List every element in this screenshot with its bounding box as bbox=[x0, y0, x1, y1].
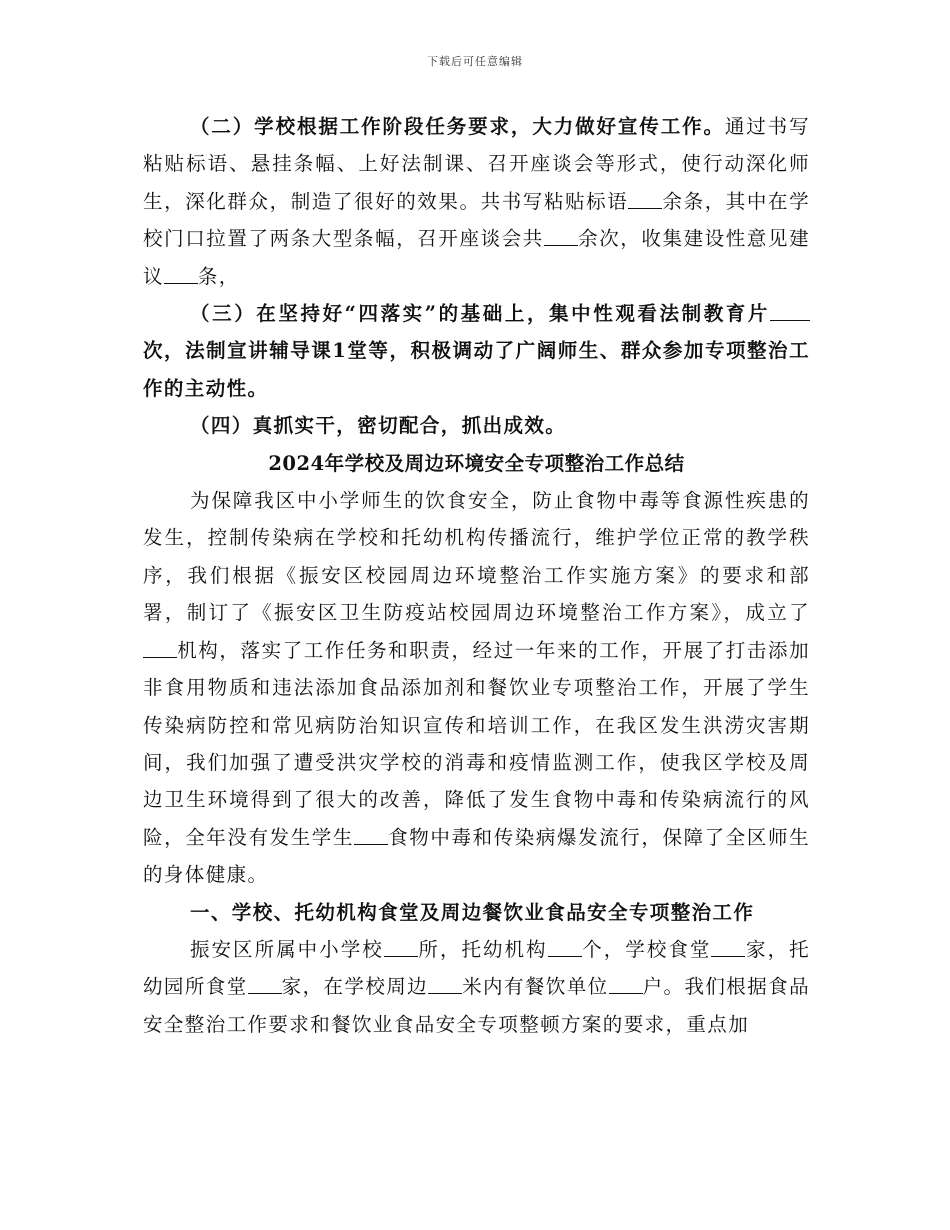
blank-line bbox=[548, 934, 582, 957]
section-1-text-4: 家，托幼园所食堂 bbox=[143, 937, 810, 999]
blank-line bbox=[628, 186, 662, 209]
blank-line bbox=[164, 261, 198, 284]
intro-text-2: 机构，落实了工作任务和职责，经过一年来的工作，开展了打击添加非食用物质和违法添加食品添加剂和餐饮业专项整治工作，开展了学生传染病防控和常见病防治知识宣传和培训工作，在我区发生洪涝灾害期间，我们加强了遭受洪灾学校的消毒和疫情监测工作，使我区学校及周边卫生环境得到了很大的改善，降低了发生食物中毒和传染病流行的风险，全年没有发生学生 bbox=[143, 638, 810, 849]
paragraph-section-2 bbox=[143, 108, 810, 295]
section-1-text-5: 家，在学校周边 bbox=[281, 975, 429, 999]
blank-line bbox=[354, 822, 388, 845]
section-1-heading: 一、学校、托幼机构食堂及周边餐饮业食品安全专项整治工作 bbox=[190, 900, 755, 924]
intro-text-1: 为保障我区中小学师生的饮食安全，防止食物中毒等食源性疾患的发生，控制传染病在学校和托幼机构传播流行，维护学位正常的教学秩序，我们根据《振安区校园周边环境整治工作实施方案》的要求和部署，制订了《振安区卫生防疫站校园周边环境整治工作方案》，成立了 bbox=[143, 489, 810, 625]
blank-line bbox=[248, 971, 282, 994]
section-1-text-2: 所，托幼机构 bbox=[417, 937, 548, 961]
section-2-lead: （二）学校根据工作阶段任务要求，大力做好宣传工作。 bbox=[190, 115, 725, 138]
section-2-text-2: 余条，其中在学校门口拉置了两条大型条幅，召开座谈会共 bbox=[143, 189, 810, 251]
section-1-text-3: 个，学校食堂 bbox=[581, 937, 712, 961]
page-header: 下载后可任意编辑 bbox=[427, 55, 523, 68]
section-3-text-2: 次，法制宣讲辅导课1堂等，积极调动了广阔师生、群众参加专项整治工作的主动性。 bbox=[143, 339, 810, 400]
section-2-text-4: 条， bbox=[197, 264, 240, 288]
document-body bbox=[143, 108, 810, 1043]
paragraph-section-4: （四）真抓实干，密切配合，抓出成效。 bbox=[190, 414, 567, 438]
intro-text-3: 食物中毒和传染病爆发流行，保障了全区师生的身体健康。 bbox=[143, 825, 810, 887]
blank-line bbox=[770, 298, 810, 321]
section-1-text-7: 户。我们根据食品安全整治工作要求和餐饮业食品安全专项整顿方案的要求，重点加 bbox=[143, 975, 810, 1036]
section-3-text-1: （三）在坚持好“四落实”的基础上，集中性观看法制教育片 bbox=[190, 302, 770, 326]
blank-line bbox=[384, 934, 418, 957]
paragraph-section-1 bbox=[143, 931, 810, 1043]
section-1-text-1: 振安区所属中小学校 bbox=[190, 937, 384, 961]
blank-line bbox=[428, 971, 462, 994]
blank-line bbox=[609, 971, 643, 994]
blank-line bbox=[143, 635, 177, 658]
paragraph-intro bbox=[143, 482, 810, 893]
blank-line bbox=[711, 934, 745, 957]
section-2-text-1: 通过书写粘贴标语、悬挂条幅、上好法制课、召开座谈会等形式，使行动深化师生，深化群众，制造了很好的效果。共书写粘贴标语 bbox=[143, 115, 810, 213]
section-1-text-6: 米内有餐饮单位 bbox=[462, 975, 609, 999]
section-2-text-3: 余次，收集建设性意见建议 bbox=[143, 227, 810, 288]
paragraph-section-3 bbox=[143, 295, 810, 407]
document-title: 2024年学校及周边环境安全专项整治工作总结 bbox=[268, 451, 685, 475]
blank-line bbox=[544, 223, 578, 246]
